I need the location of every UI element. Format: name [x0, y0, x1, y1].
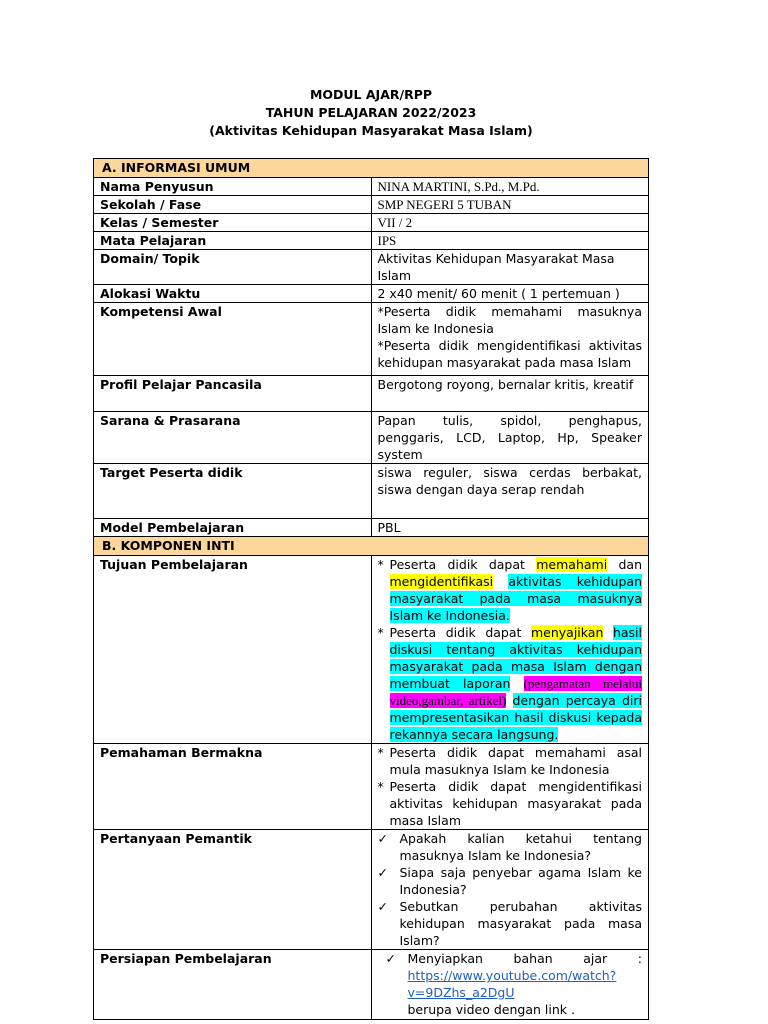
doc-title-line2: TAHUN PELAJARAN 2022/2023 [265, 105, 477, 120]
table-row [94, 556, 649, 744]
table-row [94, 519, 649, 537]
table-row [94, 376, 649, 412]
text-run [603, 625, 613, 640]
checkmark-icon: ✓ [385, 951, 396, 966]
persiapan-link-line [378, 967, 643, 1001]
section-a-row [94, 159, 649, 178]
label-model: Model Pembelajaran [94, 519, 372, 537]
pertanyaan-item [378, 864, 643, 898]
tujuan-item-1 [378, 556, 643, 624]
label-mapel: Mata Pelajaran [94, 232, 372, 250]
pertanyaan-text: Apakah kalian ketahui tentang masuknya Islam ke Indonesia? [399, 831, 642, 863]
label-persiapan: Persiapan Pembelajaran [94, 950, 372, 1020]
table-row [94, 950, 649, 1020]
highlight-yellow: menyajikan [530, 625, 604, 640]
highlight-magenta: (pengamatan melalui video,gambar, artikel) [389, 676, 642, 708]
section-b-row [94, 537, 649, 556]
table-row [94, 303, 649, 376]
pemahaman-item [378, 744, 643, 778]
value-target: siswa reguler, siswa cerdas berbakat, siswa dengan daya serap rendah [371, 464, 649, 519]
label-pemahaman: Pemahaman Bermakna [94, 744, 372, 830]
bullet-marker: * [377, 745, 384, 760]
tujuan-item-2 [378, 624, 643, 743]
persiapan-text-line: berupa video dengan link . [407, 1002, 575, 1017]
table-row [94, 830, 649, 950]
value-kelas: VII / 2 [371, 214, 649, 232]
table-row [94, 178, 649, 196]
highlight-cyan: dengan percaya diri mempresentasikan hasil diskusi kepada rekannya secara langsung. [389, 693, 642, 742]
text-run [493, 574, 508, 589]
value-penyusun: NINA MARTINI, S.Pd., M.Pd. [371, 178, 649, 196]
label-kelas: Kelas / Semester [94, 214, 372, 232]
persiapan-item [378, 950, 643, 967]
bullet-marker: * [377, 625, 384, 640]
value-domain: Aktivitas Kehidupan Masyarakat Masa Islam [371, 250, 649, 285]
value-pemahaman [371, 744, 649, 830]
text-run [510, 676, 523, 691]
value-persiapan [371, 950, 649, 1020]
pemahaman-text: Peserta didik dapat memahami asal mula masuknya Islam ke Indonesia [389, 745, 642, 777]
label-target: Target Peserta didik [94, 464, 372, 519]
section-b-heading: B. KOMPONEN INTI [94, 537, 649, 556]
value-profil: Bergotong royong, bernalar kritis, kreatif [371, 376, 649, 412]
section-a-heading: A. INFORMASI UMUM [94, 159, 649, 178]
checkmark-icon: ✓ [377, 831, 388, 846]
doc-title-line3: (Aktivitas Kehidupan Masyarakat Masa Islam) [209, 123, 533, 138]
table-row [94, 214, 649, 232]
pertanyaan-text: Sebutkan perubahan aktivitas kehidupan masyarakat pada masa Islam? [399, 899, 642, 948]
kompetensi-item: *Peserta didik mengidentifikasi aktivitas kehidupan masyarakat pada masa Islam [377, 338, 642, 370]
highlight-cyan: hasil diskusi tentang aktivitas kehidupan masyarakat pada masa Islam dengan membuat laporan [389, 625, 642, 691]
persiapan-text: Menyiapkan bahan ajar : [407, 951, 642, 966]
table-row [94, 744, 649, 830]
label-profil: Profil Pelajar Pancasila [94, 376, 372, 412]
rpp-table [93, 158, 649, 1020]
table-row [94, 285, 649, 303]
label-tujuan: Tujuan Pembelajaran [94, 556, 372, 744]
highlight-yellow: mengidentifikasi [389, 574, 494, 589]
pertanyaan-item [378, 898, 643, 949]
bullet-marker: * [377, 779, 384, 794]
value-sarana: Papan tulis, spidol, penghapus, penggaris, LCD, Laptop, Hp, Speaker system [371, 412, 649, 464]
table-row [94, 250, 649, 285]
highlight-yellow: memahami [536, 557, 608, 572]
pertanyaan-item [378, 830, 643, 864]
highlight-cyan: aktivitas kehidupan masyarakat pada masa masuknya Islam ke Indonesia. [389, 574, 642, 623]
label-kompetensi: Kompetensi Awal [94, 303, 372, 376]
text-run: Peserta didik dapat [389, 625, 531, 640]
value-model: PBL [371, 519, 649, 537]
value-alokasi: 2 x40 menit/ 60 menit ( 1 pertemuan ) [371, 285, 649, 303]
table-row [94, 412, 649, 464]
checkmark-icon: ✓ [377, 865, 388, 880]
value-pertanyaan [371, 830, 649, 950]
table-row [94, 196, 649, 214]
pemahaman-item [378, 778, 643, 829]
value-mapel: IPS [371, 232, 649, 250]
table-row [94, 232, 649, 250]
label-sekolah: Sekolah / Fase [94, 196, 372, 214]
text-run: dan [607, 557, 642, 572]
text-run: Peserta didik dapat [389, 557, 537, 572]
label-penyusun: Nama Penyusun [94, 178, 372, 196]
checkmark-icon: ✓ [377, 899, 388, 914]
table-row [94, 464, 649, 519]
youtube-link[interactable]: https://www.youtube.com/watch?v=9DZhs_a2DgU [407, 968, 617, 1000]
label-domain: Domain/ Topik [94, 250, 372, 285]
value-kompetensi [371, 303, 649, 376]
label-alokasi: Alokasi Waktu [94, 285, 372, 303]
text-run [506, 693, 512, 708]
pemahaman-text: Peserta didik dapat mengidentifikasi aktivitas kehidupan masyarakat pada masa Islam [389, 779, 642, 828]
doc-title-line1: MODUL AJAR/RPP [309, 87, 433, 102]
value-sekolah: SMP NEGERI 5 TUBAN [371, 196, 649, 214]
kompetensi-item: *Peserta didik memahami masuknya Islam ke Indonesia [377, 304, 642, 336]
value-tujuan [371, 556, 649, 744]
bullet-marker: * [377, 557, 384, 572]
label-pertanyaan: Pertanyaan Pemantik [94, 830, 372, 950]
label-sarana: Sarana & Prasarana [94, 412, 372, 464]
pertanyaan-text: Siapa saja penyebar agama Islam ke Indonesia? [399, 865, 642, 897]
